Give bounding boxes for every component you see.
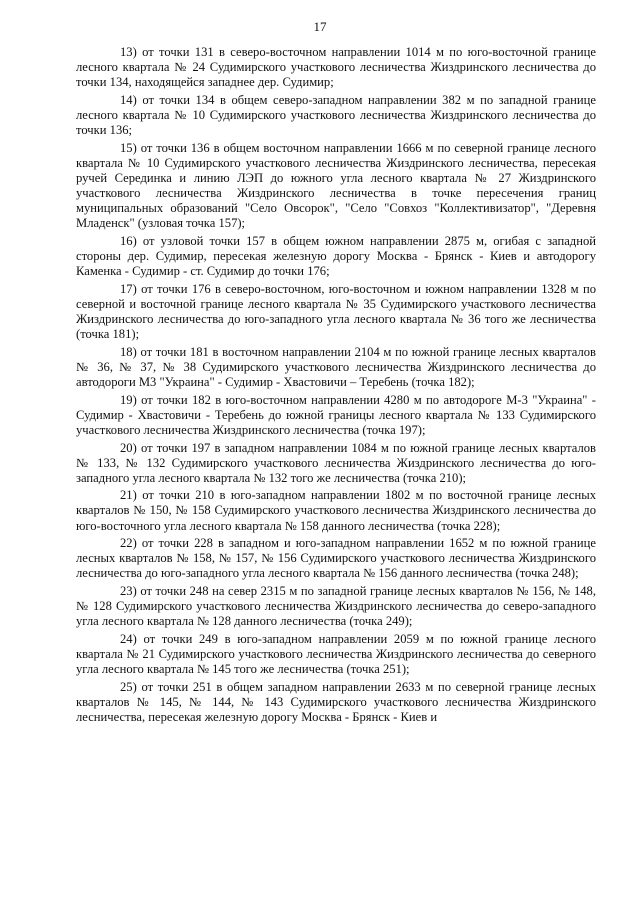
paragraph-17: 17) от точки 176 в северо-восточном, юго-восточном и южном направлении 1328 м по северной и восточной границе лесного квартала № 35 Судимирского участкового лесничества Жиздринского лесничества до юго-западного угла лесного квартала № 36 того же лесничества (точка 181); <box>76 281 596 342</box>
paragraph-23: 23) от точки 248 на север 2315 м по западной границе лесных кварталов № 156, № 148, № 128 Судимирского участкового лесничества Жиздринского лесничества до северо-западного угла лесного квартала № 128 данного лесничества (точка 249); <box>76 584 596 629</box>
paragraph-18: 18) от точки 181 в восточном направлении 2104 м по южной границе лесных кварталов № 36, № 37, № 38 Судимирского участкового лесничества Жиздринского лесничества до автодороги М3 "Украина" - Судимир - Хвастовичи – Теребень (точка 182); <box>76 344 596 389</box>
paragraph-13: 13) от точки 131 в северо-восточном направлении 1014 м по юго-восточной границе лесного квартала № 24 Судимирского участкового лесничества Жиздринского лесничества до точки 134, находящейся западнее дер. Судимир; <box>76 45 596 90</box>
page-number: 17 <box>313 19 327 34</box>
paragraph-15: 15) от точки 136 в общем восточном направлении 1666 м по северной границе лесного квартала № 10 Судимирского участкового лесничества Жиздринского лесничества, пересекая ручей Серединка и линию ЛЭП до южного угла лесного квартала № 27 Жиздринского участкового лесничества Жиздринского лесничества в точке пересечения границ муниципальных образований "Село Овсорок", "Село "Совхоз "Коллективизатор", "Деревня Младенск" (узловая точка 157); <box>76 140 596 231</box>
paragraph-19: 19) от точки 182 в юго-восточном направлении 4280 м по автодороге М-3 "Украина" - Судимир - Хвастовичи - Теребень до южной границы лесного квартала № 133 Судимирского участкового лесничества Жиздринского лесничества (точка 197); <box>76 392 596 437</box>
paragraph-14: 14) от точки 134 в общем северо-западном направлении 382 м по западной границе лесного квартала № 10 Судимирского участкового лесничества Жиздринского лесничества до точки 136; <box>76 92 596 138</box>
paragraph-21: 21) от точки 210 в юго-западном направлении 1802 м по восточной границе лесных кварталов № 150, № 158 Судимирского участкового лесничества Жиздринского лесничества до юго-восточного угла лесного квартала № 158 данного лесничества (точка 228); <box>76 488 596 533</box>
paragraph-20: 20) от точки 197 в западном направлении 1084 м по южной границе лесных кварталов № 133, № 132 Судимирского участкового лесничества Жиздринского лесничества до юго-западного угла лесного квартала № 132 того же лесничества (точка 210); <box>76 440 596 485</box>
paragraph-24: 24) от точки 249 в юго-западном направлении 2059 м по южной границе лесного квартала № 21 Судимирского участкового лесничества Жиздринского лесничества до северного угла лесного квартала № 145 того же лесничества (точка 251); <box>76 632 596 677</box>
paragraph-25: 25) от точки 251 в общем западном направлении 2633 м по северной границе лесных кварталов № 145, № 144, № 143 Судимирского участкового лесничества Жиздринского лесничества, пересекая железную дорогу Москва - Брянск - Киев и <box>76 679 596 725</box>
paragraph-22: 22) от точки 228 в западном и юго-западном направлении 1652 м по южной границе лесных кварталов № 158, № 157, № 156 Судимирского участкового лесничества Жиздринского лесничества до юго-западного угла лесного квартала № 156 данного лесничества (точка 248); <box>76 536 596 581</box>
document-body <box>76 45 596 728</box>
paragraph-16: 16) от узловой точки 157 в общем южном направлении 2875 м, огибая с западной стороны дер. Судимир, пересекая железную дорогу Москва - Брянск - Киев и автодорогу Каменка - Судимир - ст. Судимир до точки 176; <box>76 233 596 279</box>
